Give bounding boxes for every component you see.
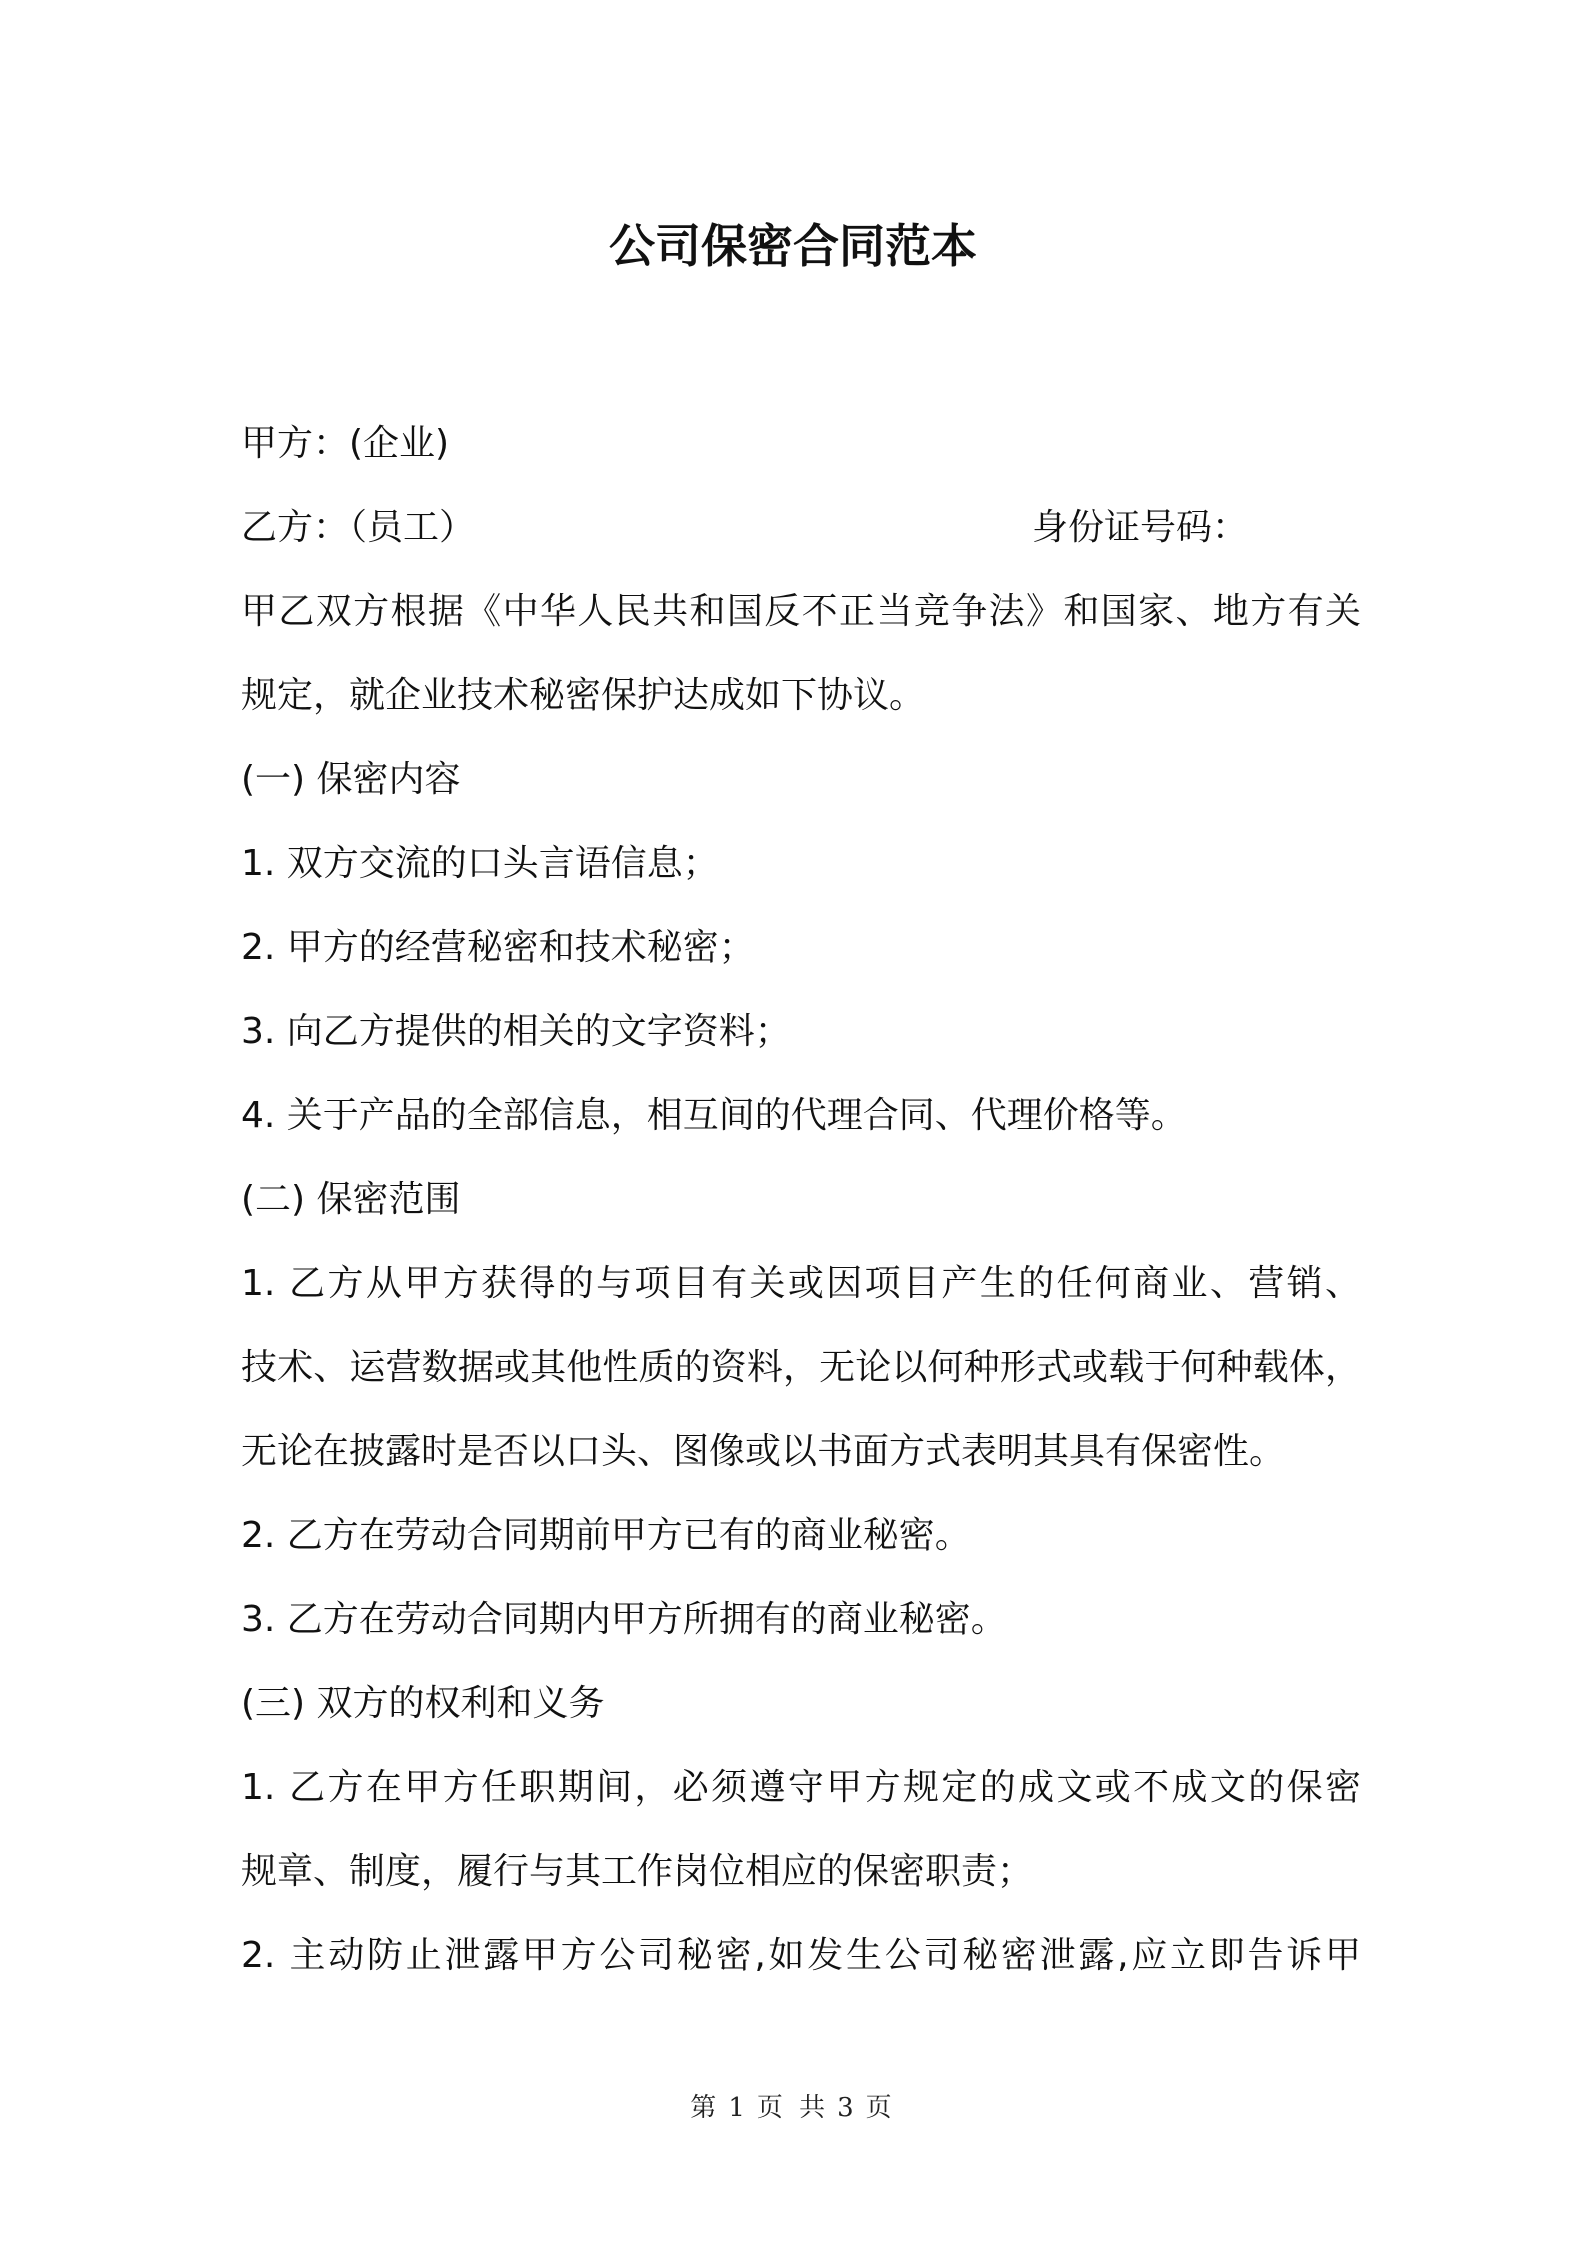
page-footer (0, 2088, 1586, 2128)
clause-line: 1. 乙方在甲方任职期间，必须遵守甲方规定的成文或不成文的保密 (241, 1767, 1361, 1808)
clause-line: 2. 主动防止泄露甲方公司秘密,如发生公司秘密泄露,应立即告诉甲 (241, 1935, 1361, 1976)
clause-line: 规章、制度，履行与其工作岗位相应的保密职责； (241, 1851, 1034, 1892)
id-number-label: 身份证号码： (1032, 507, 1249, 548)
clause-line: 1. 乙方从甲方获得的与项目有关或因项目产生的任何商业、营销、 (241, 1263, 1361, 1304)
intro-line: 规定，就企业技术秘密保护达成如下协议。 (241, 675, 926, 716)
section-heading: (二) 保密范围 (241, 1179, 461, 1220)
clause-line: 4. 关于产品的全部信息，相互间的代理合同、代理价格等。 (241, 1095, 1187, 1136)
party-a-line: 甲方：(企业) (241, 423, 450, 464)
section-heading: (一) 保密内容 (241, 759, 461, 800)
clause-line: 2. 乙方在劳动合同期前甲方已有的商业秘密。 (241, 1515, 971, 1556)
clause-line: 3. 乙方在劳动合同期内甲方所拥有的商业秘密。 (241, 1599, 1007, 1640)
footer-label-of: 页 共 (756, 2093, 830, 2123)
clause-line: 无论在披露时是否以口头、图像或以书面方式表明其具有保密性。 (241, 1431, 1286, 1472)
clause-line: 2. 甲方的经营秘密和技术秘密； (241, 927, 755, 968)
section-heading: (三) 双方的权利和义务 (241, 1683, 605, 1724)
document-title: 公司保密合同范本 (609, 219, 977, 273)
document-body (241, 402, 1361, 1998)
clause-line: 技术、运营数据或其他性质的资料，无论以何种形式或载于何种载体， (241, 1347, 1361, 1388)
total-pages-number: 3 (837, 2093, 858, 2123)
party-b-label: 乙方：（员工） (241, 507, 476, 548)
footer-label-end: 页 (865, 2093, 896, 2123)
clause-line: 1. 双方交流的口头言语信息； (241, 843, 719, 884)
current-page-number: 1 (728, 2093, 749, 2123)
footer-label-page: 第 (690, 2093, 721, 2123)
party-b-row (241, 486, 1361, 570)
clause-line: 3. 向乙方提供的相关的文字资料； (241, 1011, 791, 1052)
intro-line: 甲乙双方根据《中华人民共和国反不正当竞争法》和国家、地方有关 (241, 591, 1361, 632)
